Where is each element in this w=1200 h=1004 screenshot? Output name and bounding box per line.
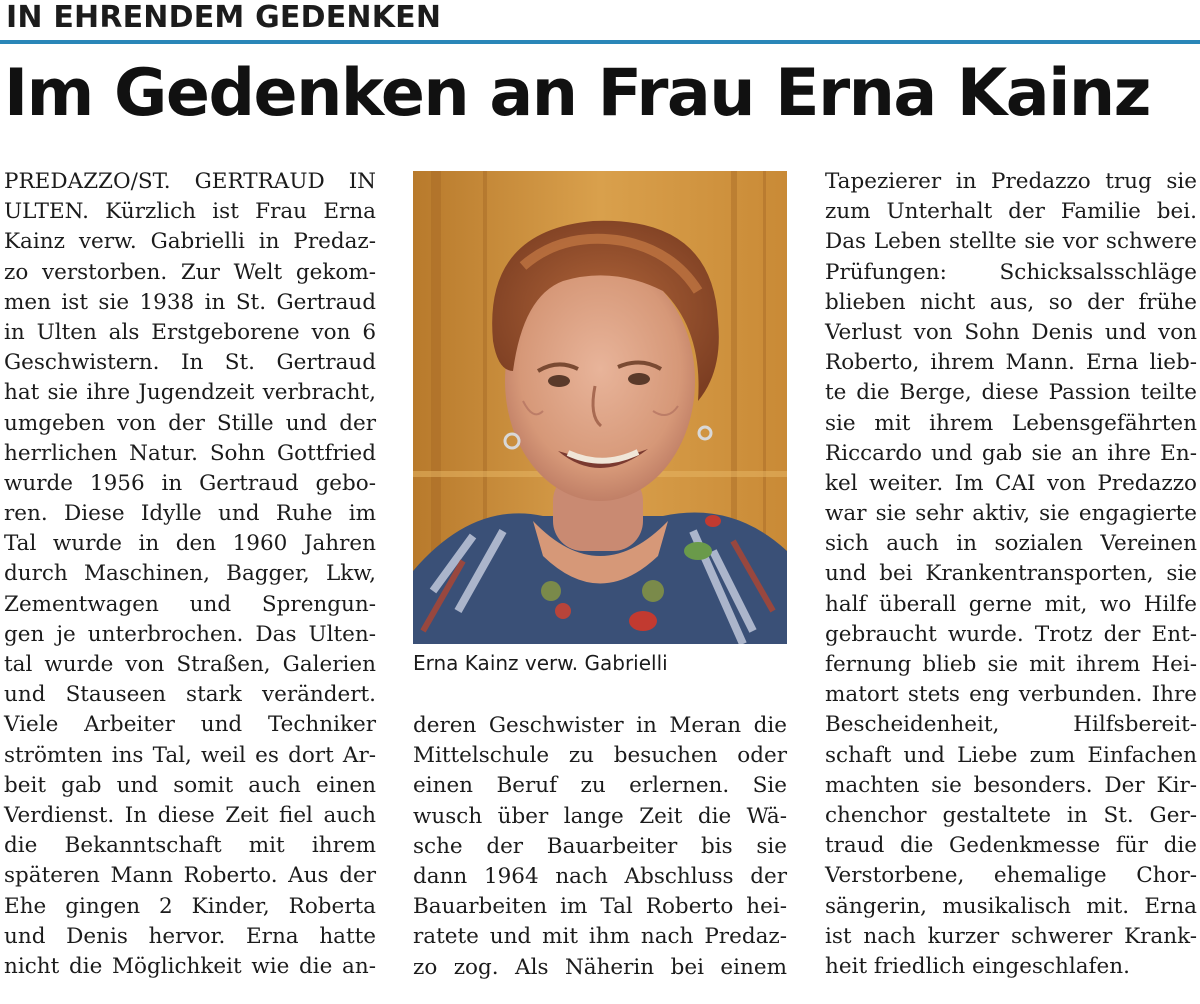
text-line: ist nach kurzer schwerer Krank- (825, 923, 1197, 949)
text-line: Ehe gingen 2 Kinder, Roberta (4, 893, 376, 919)
text-line: herrlichen Natur. Sohn Gottfried (4, 440, 376, 466)
text-line: Mittelschule zu besuchen oder (413, 743, 787, 769)
text-line: Kainz verw. Gabrielli in Predaz- (4, 229, 376, 255)
text-line: und bei Krankentransporten, sie (825, 561, 1197, 587)
article-column-3 (825, 167, 1197, 982)
text-line: dann 1964 nach Abschluss der (413, 863, 787, 889)
text-line: te die Berge, diese Passion teilte (825, 380, 1197, 406)
text-line: fernung blieb sie mit ihrem Hei- (825, 652, 1197, 677)
text-line: späteren Mann Roberto. Aus der (4, 863, 376, 889)
text-line: traud die Gedenkmesse für die (825, 833, 1197, 859)
text-line: in Ulten als Erstgeborene von 6 (4, 319, 376, 345)
section-rule (0, 40, 1200, 44)
text-line: kel weiter. Im CAI von Predazzo (825, 470, 1197, 496)
text-line: Tal wurde in den 1960 Jahren (4, 531, 376, 557)
text-line: sche der Bauarbeiter bis sie (413, 833, 787, 859)
section-label: IN EHRENDEM GEDENKEN (6, 0, 442, 35)
text-line: ren. Diese Idylle und Ruhe im (4, 501, 376, 527)
text-line: war sie sehr aktiv, sie engagierte (825, 501, 1197, 527)
text-line: und Stauseen stark verändert. (4, 682, 376, 708)
text-line: chenchor gestaltete in St. Ger- (825, 802, 1197, 828)
text-line: zo zog. Als Näherin bei einem (413, 954, 787, 980)
text-line: deren Geschwister in Meran die (413, 713, 787, 738)
text-line: umgeben von der Stille und der (4, 410, 376, 436)
text-line: gebraucht wurde. Trotz der Ent- (825, 621, 1197, 647)
text-line: und Denis hervor. Erna hatte (4, 923, 376, 949)
text-line: Bescheidenheit, Hilfsbereit- (825, 712, 1197, 738)
text-line: wurde 1956 in Gertraud gebo- (4, 470, 376, 496)
text-line: Riccardo und gab sie an ihre En- (825, 440, 1197, 466)
text-line: ULTEN. Kürzlich ist Frau Erna (4, 199, 376, 225)
photo-caption: Erna Kainz verw. Gabrielli (413, 651, 668, 675)
text-line: Verdienst. In diese Zeit fiel auch (4, 802, 376, 828)
text-line: Verlust von Sohn Denis und von (825, 319, 1197, 345)
text-line: nicht die Möglichkeit wie die an- (4, 953, 376, 979)
text-line: durch Maschinen, Bagger, Lkw, (4, 561, 376, 587)
text-line: Zementwagen und Sprengun- (4, 591, 376, 617)
text-line: blieben nicht aus, so der frühe (825, 289, 1197, 315)
text-line: beit gab und somit auch einen (4, 772, 376, 798)
text-line: ratete und mit ihm nach Predaz- (413, 924, 787, 950)
text-line: gen je unterbrochen. Das Ulten- (4, 621, 376, 647)
text-line: strömten ins Tal, weil es dort Ar- (4, 742, 376, 768)
text-line: Verstorbene, ehemalige Chor- (825, 863, 1197, 889)
text-line: zum Unterhalt der Familie bei. (825, 199, 1197, 225)
article-headline: Im Gedenken an Frau Erna Kainz (4, 56, 1151, 131)
text-line: men ist sie 1938 in St. Gertraud (4, 289, 376, 315)
text-line: einen Beruf zu erlernen. Sie (413, 773, 787, 799)
text-line: die Bekanntschaft mit ihrem (4, 833, 376, 859)
text-line: heit friedlich eingeschlafen. (825, 953, 1130, 979)
text-line: Viele Arbeiter und Techniker (4, 712, 376, 738)
text-line: Roberto, ihrem Mann. Erna lieb- (825, 350, 1197, 376)
text-line: Das Leben stellte sie vor schwere (825, 229, 1197, 255)
text-line: schaft und Liebe zum Einfachen (825, 742, 1197, 768)
text-line: zo verstorben. Zur Welt gekom- (4, 259, 376, 285)
text-line: tal wurde von Straßen, Galerien (4, 652, 376, 677)
article-column-1 (4, 167, 376, 982)
text-line: machten sie besonders. Der Kir- (825, 772, 1197, 798)
text-line: Prüfungen: Schicksalsschläge (825, 259, 1197, 285)
text-line: PREDAZZO/ST. GERTRAUD IN (4, 169, 376, 194)
text-line: Bauarbeiten im Tal Roberto hei- (413, 894, 787, 920)
text-line: matort stets eng verbunden. Ihre (825, 682, 1197, 708)
portrait-illustration (413, 171, 787, 644)
text-line: sängerin, musikalisch mit. Erna (825, 893, 1197, 919)
text-line: half überall gerne mit, wo Hilfe (825, 591, 1197, 617)
article-column-2 (413, 711, 787, 983)
text-line: Tapezierer in Predazzo trug sie (825, 169, 1197, 194)
text-line: wusch über lange Zeit die Wä- (413, 803, 787, 829)
text-line: sie mit ihrem Lebensgefährten (825, 410, 1197, 436)
text-line: hat sie ihre Jugendzeit verbracht, (4, 380, 376, 406)
text-line: Geschwistern. In St. Gertraud (4, 350, 376, 376)
portrait-photo (413, 171, 787, 644)
text-line: sich auch in sozialen Vereinen (825, 531, 1197, 557)
